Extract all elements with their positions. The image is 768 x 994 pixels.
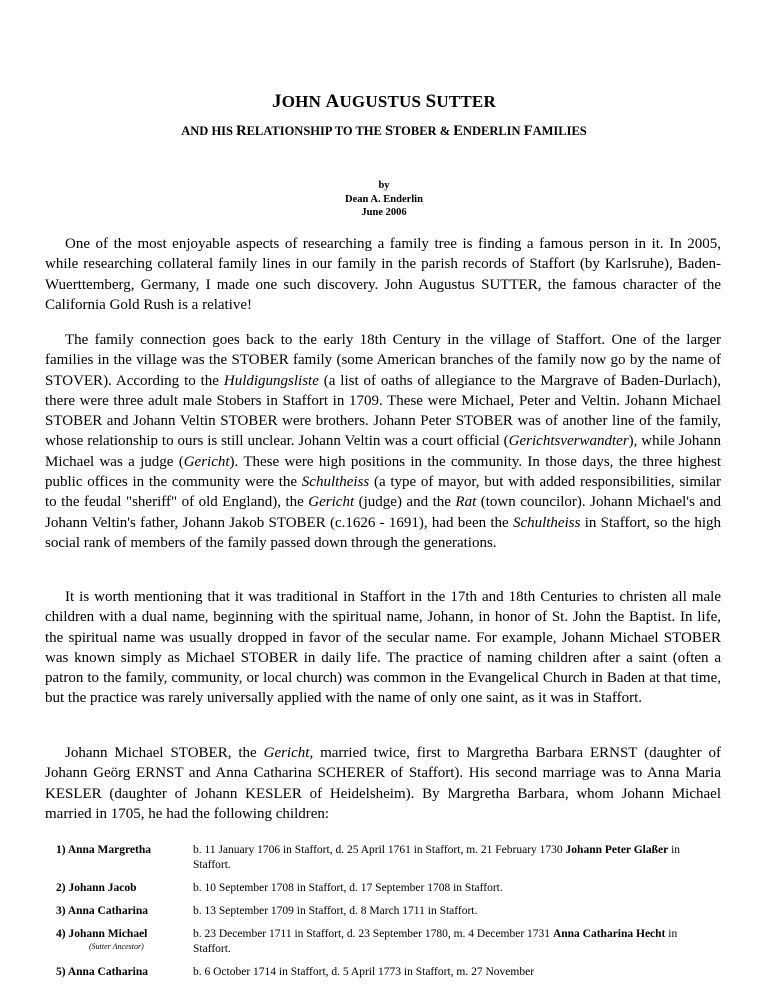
child-name — [56, 881, 193, 904]
details-text: b. 10 September 1708 in Staffort, d. 17 September 1708 in Staffort. — [193, 882, 503, 894]
title-initial: J — [272, 91, 282, 112]
table-row — [56, 965, 716, 985]
details-text: b. 13 September 1709 in Staffort, d. 8 March 1711 in Staffort. — [193, 905, 478, 917]
title-part: UTTER — [436, 92, 496, 111]
text-run: Johann Michael STOBER, the — [65, 745, 264, 761]
title-part: OHN — [281, 92, 326, 111]
text-run: (a list of oaths of allegiance to the Margrave of Baden-Durlach), there were three adult male Stobers in Staffort in 1709. These were Michael, Peter and Veltin. Johann Michael STOBER and Johann Veltin STOBER were brothers. Johann Peter STOBER was of another line of the family, whose relationship to ours is still unclear. Johann Veltin was a court official ( — [45, 372, 721, 450]
byline-date: June 2006 — [361, 207, 407, 218]
text-run: in Staffort, so the high social rank of members of the family passed down through the generations. — [45, 514, 722, 551]
term-schultheiss: Schultheiss — [512, 514, 581, 531]
subtitle-part: ELATIONSHIP TO THE — [246, 124, 385, 138]
child-name-text: 4) Johann Michael — [56, 928, 148, 940]
subtitle-part: AMILIES — [532, 124, 587, 138]
term-huldigungsliste: Huldigungsliste — [223, 372, 319, 389]
title-initial: A — [325, 91, 340, 112]
text-run: The family connection goes back to the early 18th Century in the village of Staffort. One of the larger families in the village was the STOBER family (some American branches of the family now go by the name of STOVER). According to the — [45, 332, 721, 389]
document-title — [0, 91, 768, 113]
subtitle-part: NDERLIN — [462, 124, 524, 138]
term-schultheiss: Schultheiss — [301, 474, 370, 491]
paragraph-intro: One of the most enjoyable aspects of researching a family tree is finding a famous person in it. In 2005, while researching collateral family lines in our family in the parish records of Staffort (by Karlsruhe), Baden-Wuerttemberg, Germany, I made one such discovery. John Augustus SUTTER, the famous character of the California Gold Rush is a relative! — [45, 236, 721, 313]
title-initial: S — [425, 91, 437, 112]
children-table — [56, 843, 716, 985]
text-run: ). These were high positions in the community. In those days, the three highest public offices in the community were the — [45, 453, 721, 491]
byline — [0, 179, 768, 220]
title-part: UGUSTUS — [339, 92, 426, 111]
subtitle-initial: E — [453, 123, 463, 139]
document-subtitle — [0, 123, 768, 140]
child-name-text: 1) Anna Margretha — [56, 844, 151, 856]
child-name — [56, 965, 193, 985]
text-run: (judge) and the — [354, 494, 456, 511]
table-row — [56, 904, 716, 927]
text-run: (a type of mayor, but with added responsibilities, similar to the feudal "sheriff" of old England), the — [45, 474, 721, 511]
spouse-name: Johann Peter Glaßer — [565, 844, 669, 856]
text-run: ), while Johann Michael was a judge ( — [45, 433, 721, 470]
term-gericht: Gericht — [263, 745, 310, 761]
table-row — [56, 927, 716, 965]
child-name-text: 2) Johann Jacob — [56, 882, 137, 894]
ancestor-note: (Sutter Ancestor) — [89, 942, 144, 951]
details-text: b. 23 December 1711 in Staffort, d. 23 September 1780, m. 4 December 1731 — [193, 928, 553, 940]
byline-by: by — [378, 180, 390, 191]
child-details — [193, 927, 716, 965]
table-row — [56, 843, 716, 881]
paragraph-naming-tradition: It is worth mentioning that it was traditional in Staffort in the 17th and 18th Centuries to christen all male children with a dual name, beginning with the spiritual name, Johann, in honor of St. John the Baptist. In life, the spiritual name was usually dropped in favor of the secular name. For example, Johann Michael STOBER was known simply as Michael STOBER in daily life. The practice of naming children after a saint (often a patron to the family, community, or local church) was common in the Evangelical Church in Baden at that time, but the practice was rarely universally applied with the name of only one saint, as it was in Staffort. — [45, 589, 721, 707]
subtitle-part: AND HIS — [181, 124, 237, 138]
paragraph-marriages — [45, 743, 721, 824]
child-details — [193, 904, 716, 927]
child-name — [56, 843, 193, 881]
details-text: b. 11 January 1706 in Staffort, d. 25 April 1761 in Staffort, m. 21 February 1730 — [193, 844, 566, 856]
details-text: in Staffort. — [193, 844, 681, 871]
term-gerichtsverwandter: Gerichtsverwandter — [508, 433, 629, 450]
subtitle-initial: S — [384, 123, 394, 139]
term-gericht: Gericht — [183, 453, 230, 470]
subtitle-initial: F — [523, 123, 533, 139]
spouse-name: Anna Catharina Hecht — [552, 928, 666, 940]
child-details — [193, 965, 716, 985]
byline-author: Dean A. Enderlin — [345, 193, 423, 205]
table-row — [56, 881, 716, 904]
child-details — [193, 843, 716, 881]
child-name-text: 3) Anna Catharina — [56, 905, 149, 917]
child-name-text: 5) Anna Catharina — [56, 966, 149, 978]
term-gericht: Gericht — [308, 494, 355, 511]
child-details — [193, 881, 716, 904]
subtitle-part: TOBER & — [393, 124, 454, 138]
child-name — [56, 904, 193, 927]
text-run: , married twice, first to Margretha Barbara ERNST (daughter of Johann Geörg ERNST and Anna Catharina SCHERER of Staffort). His second marriage was to Anna Maria KESLER (daughter of Johann KESLER of Heidelsheim). By Margretha Barbara, whom Johann Michael married in 1705, he had the following children: — [45, 745, 721, 822]
text-run: (town councilor). Johann Michael's and Johann Veltin's father, Johann Jakob STOBER (c.1626 - 1691), had been the — [45, 494, 721, 531]
details-text: b. 6 October 1714 in Staffort, d. 5 April 1773 in Staffort, m. 27 November — [193, 966, 535, 978]
term-rat: Rat — [455, 494, 477, 511]
child-name — [56, 927, 193, 965]
details-text: in Staffort. — [193, 928, 678, 955]
paragraph-family-connection — [45, 330, 721, 553]
subtitle-initial: R — [236, 123, 247, 139]
